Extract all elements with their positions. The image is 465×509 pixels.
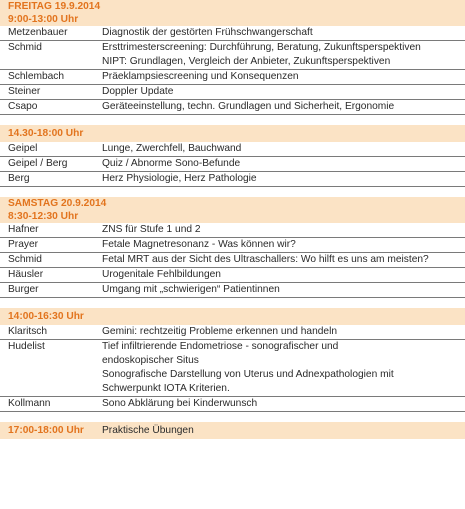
- talk-list: [102, 142, 465, 156]
- schedule-row: [0, 325, 465, 340]
- schedule-row: [0, 340, 465, 397]
- speaker-name: Berg: [8, 173, 30, 184]
- talk-title: Urogenitale Fehlbildungen: [102, 269, 221, 280]
- schedule-row: [0, 283, 465, 298]
- day1-session2-time: 14.30-18:00 Uhr: [8, 128, 84, 139]
- day2-header: [0, 197, 465, 223]
- talk-list: [102, 41, 465, 69]
- schedule-row: [0, 41, 465, 70]
- schedule-row: [0, 157, 465, 172]
- speaker-name: Schlembach: [8, 71, 65, 82]
- talk-list: [102, 70, 465, 84]
- day1-header: [0, 0, 465, 26]
- day2-session1-time: 8:30-12:30 Uhr: [8, 211, 79, 222]
- talk-list: [102, 26, 465, 40]
- schedule-row: [0, 397, 465, 412]
- talk-list: [102, 268, 465, 282]
- day2-session3-title: Praktische Übungen: [102, 425, 194, 436]
- talk-title: Herz Physiologie, Herz Pathologie: [102, 173, 257, 184]
- talk-title: endoskopischer Situs: [102, 355, 199, 366]
- talk-title: Diagnostik der gestörten Frühschwangerschaft: [102, 27, 313, 38]
- day2-session1-table: [0, 223, 465, 298]
- talk-title: Schwerpunkt IOTA Kriterien.: [102, 383, 230, 394]
- schedule-row: [0, 223, 465, 238]
- talk-list: [102, 238, 465, 252]
- talk-list: [102, 397, 465, 411]
- day2-session2-table: [0, 325, 465, 412]
- speaker-name: Hudelist: [8, 341, 45, 352]
- talk-title: Umgang mit „schwierigen“ Patientinnen: [102, 284, 280, 295]
- talk-title: Fetal MRT aus der Sicht des Ultraschallers: Wo hilft es uns am meisten?: [102, 254, 429, 265]
- talk-title: Tief infiltrierende Endometriose - sonografischer und: [102, 341, 339, 352]
- day1-session1-table: [0, 26, 465, 115]
- speaker-name: Metzenbauer: [8, 27, 68, 38]
- speaker-name: Hafner: [8, 224, 39, 235]
- day2-session3-row: [0, 422, 465, 439]
- spacer: [0, 115, 465, 125]
- speaker-name: Prayer: [8, 239, 39, 250]
- day1-date: FREITAG 19.9.2014: [8, 1, 101, 12]
- speaker-name: Häusler: [8, 269, 44, 280]
- talk-title: Doppler Update: [102, 86, 174, 97]
- talk-list: [102, 172, 465, 186]
- schedule-row: [0, 85, 465, 100]
- talk-title: Geräteeinstellung, techn. Grundlagen und Sicherheit, Ergonomie: [102, 101, 395, 112]
- schedule-row: [0, 172, 465, 187]
- spacer: [0, 298, 465, 308]
- talk-list: [102, 253, 465, 267]
- spacer: [0, 187, 465, 197]
- schedule-row: [0, 70, 465, 85]
- speaker-name: Klaritsch: [8, 326, 48, 337]
- day1-session2-header: [0, 125, 465, 142]
- day1-session1-time: 9:00-13:00 Uhr: [8, 14, 79, 25]
- talk-list: [102, 340, 465, 396]
- schedule-row: [0, 268, 465, 283]
- schedule-row: [0, 238, 465, 253]
- speaker-name: Csapo: [8, 101, 38, 112]
- talk-title: Sono Abklärung bei Kinderwunsch: [102, 398, 258, 409]
- speaker-name: Schmid: [8, 42, 42, 53]
- schedule-row: [0, 100, 465, 115]
- talk-title: Gemini: rechtzeitig Probleme erkennen und handeln: [102, 326, 338, 337]
- talk-list: [102, 223, 465, 237]
- talk-title: Ersttrimesterscreening: Durchführung, Beratung, Zukunftsperspektiven: [102, 42, 421, 53]
- speaker-name: Steiner: [8, 86, 41, 97]
- schedule-row: [0, 26, 465, 41]
- talk-title: Quiz / Abnorme Sono-Befunde: [102, 158, 241, 169]
- talk-title: ZNS für Stufe 1 und 2: [102, 224, 201, 235]
- speaker-name: Burger: [8, 284, 39, 295]
- speaker-name: Geipel / Berg: [8, 158, 68, 169]
- talk-title: Präeklampsiescreening und Konsequenzen: [102, 71, 299, 82]
- day1-session2-table: [0, 142, 465, 187]
- talk-list: [102, 157, 465, 171]
- day2-session2-time: 14:00-16:30 Uhr: [8, 311, 84, 322]
- spacer: [0, 412, 465, 422]
- speaker-name: Schmid: [8, 254, 42, 265]
- day2-date: SAMSTAG 20.9.2014: [8, 198, 107, 209]
- talk-list: [102, 325, 465, 339]
- speaker-name: Kollmann: [8, 398, 51, 409]
- talk-title: Fetale Magnetresonanz - Was können wir?: [102, 239, 296, 250]
- talk-title: NIPT: Grundlagen, Vergleich der Anbieter, Zukunftsperspektiven: [102, 56, 391, 67]
- day2-session2-header: [0, 308, 465, 325]
- talk-title: Lunge, Zwerchfell, Bauchwand: [102, 143, 242, 154]
- schedule-row: [0, 142, 465, 157]
- schedule-row: [0, 253, 465, 268]
- day2-session3-time: 17:00-18:00 Uhr: [8, 425, 84, 436]
- talk-list: [102, 283, 465, 297]
- talk-list: [102, 85, 465, 99]
- talk-list: [102, 100, 465, 114]
- talk-title: Sonografische Darstellung von Uterus und Adnexpathologien mit: [102, 369, 394, 380]
- speaker-name: Geipel: [8, 143, 38, 154]
